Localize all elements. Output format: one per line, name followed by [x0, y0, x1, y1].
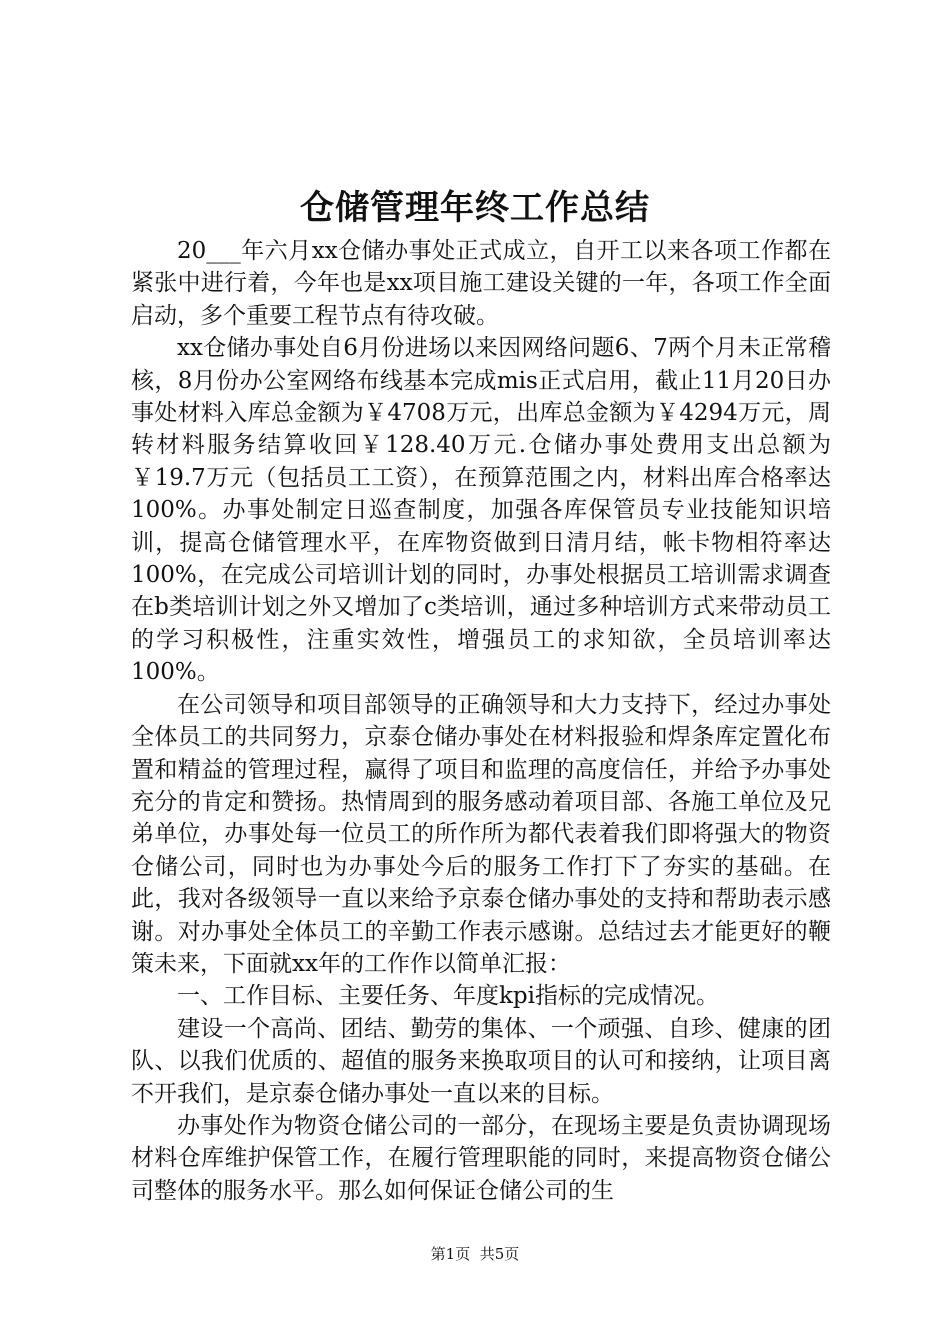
- section-heading: 一、工作目标、主要任务、年度kpi指标的完成情况。: [177, 983, 720, 1010]
- paragraph: xx仓储办事处自6月份进场以来因网络问题6、7两个月未正常稽核，8月份办公室网络布线基本完成mis正式启用，截止11月20日办事处材料入库总金额为￥4708万元，出库总金额为￥4294万元，周转材料服务结算收回￥128.40万元.仓储办事处费用支出总额为￥19.7万元（包括员工工资），在预算范围之内，材料出库合格率达100%。办事处制定日巡查制度，加强各库保管员专业技能知识培训，提高仓储管理水平，在库物资做到日清月结，帐卡物相符率达100%，在完成公司培训计划的同时，办事处根据员工培训需求调查在b类培训计划之外又增加了c类培训，通过多种培训方式来带动员工的学习积极性，注重实效性，增强员工的求知欲，全员培训率达100%。: [131, 335, 831, 686]
- page-number: 第1页: [430, 1245, 471, 1263]
- paragraph: 20___年六月xx仓储办事处正式成立，自开工以来各项工作都在紧张中进行着，今年也是xx项目施工建设关键的一年，各项工作全面启动，多个重要工程节点有待攻破。: [131, 238, 831, 329]
- document-title: 仓储管理年终工作总结: [300, 188, 650, 228]
- paragraph: 在公司领导和项目部领导的正确领导和大力支持下，经过办事处全体员工的共同努力，京泰仓储办事处在材料报验和焊条库定置化布置和精益的管理过程，赢得了项目和监理的高度信任，并给予办事处充分的肯定和赞扬。热情周到的服务感动着项目部、各施工单位及兄弟单位，办事处每一位员工的所作所为都代表着我们即将强大的物资仓储公司，同时也为办事处今后的服务工作打下了夯实的基础。在此，我对各级领导一直以来给予京泰仓储办事处的支持和帮助表示感谢。对办事处全体员工的辛勤工作表示感谢。总结过去才能更好的鞭策未来，下面就xx年的工作作以简单汇报：: [131, 691, 831, 977]
- paragraph: 建设一个高尚、团结、勤劳的集体、一个顽强、自珍、健康的团队、以我们优质的、超值的服务来换取项目的认可和接纳，让项目离不开我们，是京泰仓储办事处一直以来的目标。: [131, 1015, 831, 1107]
- document-body: [131, 235, 831, 1207]
- page-total: 共5页: [479, 1245, 520, 1263]
- footer-separator: [470, 1245, 480, 1263]
- paragraph: 办事处作为物资仓储公司的一部分，在现场主要是负责协调现场材料仓库维护保管工作，在履行管理职能的同时，来提高物资仓储公司整体的服务水平。那么如何保证仓储公司的生: [131, 1112, 831, 1204]
- page-footer: [0, 1243, 950, 1265]
